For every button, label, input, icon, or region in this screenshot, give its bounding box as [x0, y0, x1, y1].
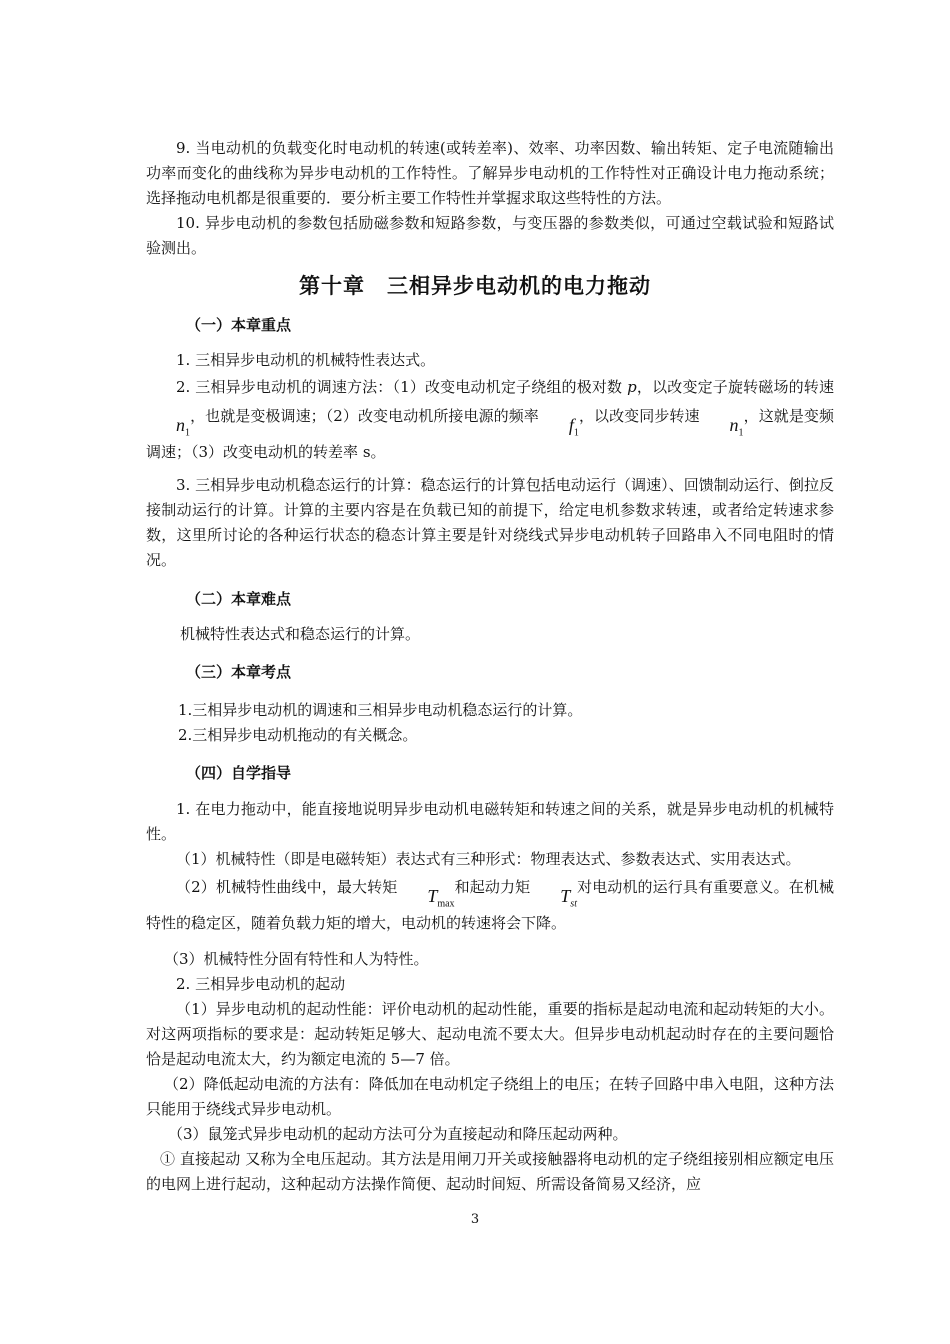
guide-2-2: （2）降低起动电流的方法有：降低加在电动机定子绕组上的电压；在转子回路中串入电阻，这种方法只能用于绕线式异步电动机。: [146, 1075, 834, 1118]
difficulty-text: 机械特性表达式和稳态运行的计算。: [180, 625, 421, 643]
section-heading-self-study: （四）自学指导: [186, 764, 292, 782]
guide-1-2: [146, 872, 834, 937]
n1-symbol-2: $n_1$: [729, 415, 744, 439]
t-max-symbol: $T_{max}$: [427, 886, 455, 910]
n1-symbol: $n_1$: [176, 415, 190, 439]
key-point-3: 3. 三相异步电动机稳态运行的计算：稳态运行的计算包括电动运行（调速）、回馈制动运行、倒拉反接制动运行的计算。计算的主要内容是在负载已知的前提下，给定电机参数求转速，或者给定转速求参数，这里所讨论的各种运行状态的稳态计算主要是针对绕线式异步电动机转子回路串入不同电阻时的情况。: [146, 476, 834, 569]
guide-2-1: （1）异步电动机的起动性能：评价电动机的起动性能，重要的指标是起动电流和起动转矩的大小。对这两项指标的要求是：起动转矩足够大、起动电流不要太大。但异步电动机起动时存在的主要问题恰恰是起动电流太大，约为额定电流的 5—7 倍。: [146, 1000, 834, 1068]
key-point-2-text-b: ，以改变定子旋转磁场的转速: [636, 378, 834, 396]
key-point-2-text-a: 2. 三相异步电动机的调速方法：（1）改变电动机定子绕组的极对数: [176, 378, 628, 396]
key-point-2-text-c: ，也就是变极调速；（2）改变电动机所接电源的频率: [190, 407, 539, 425]
section-heading-difficulty: （二）本章难点: [186, 590, 292, 608]
guide-1-3: （3）机械特性分固有特性和人为特性。: [164, 950, 429, 968]
guide-2-3: （3）鼠笼式异步电动机的起动方法可分为直接起动和降压起动两种。: [168, 1125, 628, 1143]
paragraph-10: 10. 异步电动机的参数包括励磁参数和短路参数，与变压器的参数类似，可通过空载试验和短路试验测出。: [146, 214, 834, 257]
pole-pairs-symbol: p: [627, 378, 637, 396]
exam-point-1: 1.三相异步电动机的调速和三相异步电动机稳态运行的计算。: [178, 701, 583, 719]
chapter-title: 第十章 三相异步电动机的电力拖动: [299, 274, 651, 298]
guide-2-3-1: ① 直接起动 又称为全电压起动。其方法是用闸刀开关或接触器将电动机的定子绕组接别相应额定电压的电网上进行起动，这种起动方法操作简便、起动时间短、所需设备简易又经济，应: [146, 1150, 834, 1193]
guide-1-1: （1）机械特性（即是电磁转矩）表达式有三种形式：物理表达式、参数表达式、实用表达式。: [176, 850, 801, 868]
key-point-1: 1. 三相异步电动机的机械特性表达式。: [176, 351, 436, 369]
paragraph-9: 9. 当电动机的负载变化时电动机的转速(或转差率)、效率、功率因数、输出转矩、定子电流随输出功率而变化的曲线称为异步电动机的工作特性。了解异步电动机的工作特性对正确设计电力拖动系统；选择拖动电机都是很重要的．要分析主要工作特性并掌握求取这些特性的方法。: [146, 139, 834, 207]
section-heading-key-points: （一）本章重点: [186, 316, 292, 334]
guide-2: 2. 三相异步电动机的起动: [176, 975, 346, 993]
key-point-2: [146, 373, 834, 466]
page-number: 3: [470, 1212, 480, 1227]
guide-1: 1. 在电力拖动中，能直接地说明异步电动机电磁转矩和转速之间的关系，就是异步电动机的机械特性。: [146, 800, 834, 843]
f1-symbol: $f_1$: [568, 415, 579, 439]
key-point-2-text-e: ，这就是变频调速；（3）改变电动机的转差率 s。: [146, 407, 834, 461]
guide-1-2-text-a: （2）机械特性曲线中，最大转矩: [176, 878, 398, 896]
exam-point-2: 2.三相异步电动机拖动的有关概念。: [178, 726, 418, 744]
guide-1-2-text-b: 和起动力矩: [454, 878, 531, 896]
key-point-2-text-d: ，以改变同步转速: [578, 407, 700, 425]
section-heading-exam-points: （三）本章考点: [186, 663, 292, 681]
t-st-symbol: $T_{st}$: [560, 886, 577, 910]
guide-1-2-text-c: 对电动机的运行具有重要意义。在机械特性的稳定区，随着负载力矩的增大，电动机的转速将会下降。: [146, 878, 834, 932]
